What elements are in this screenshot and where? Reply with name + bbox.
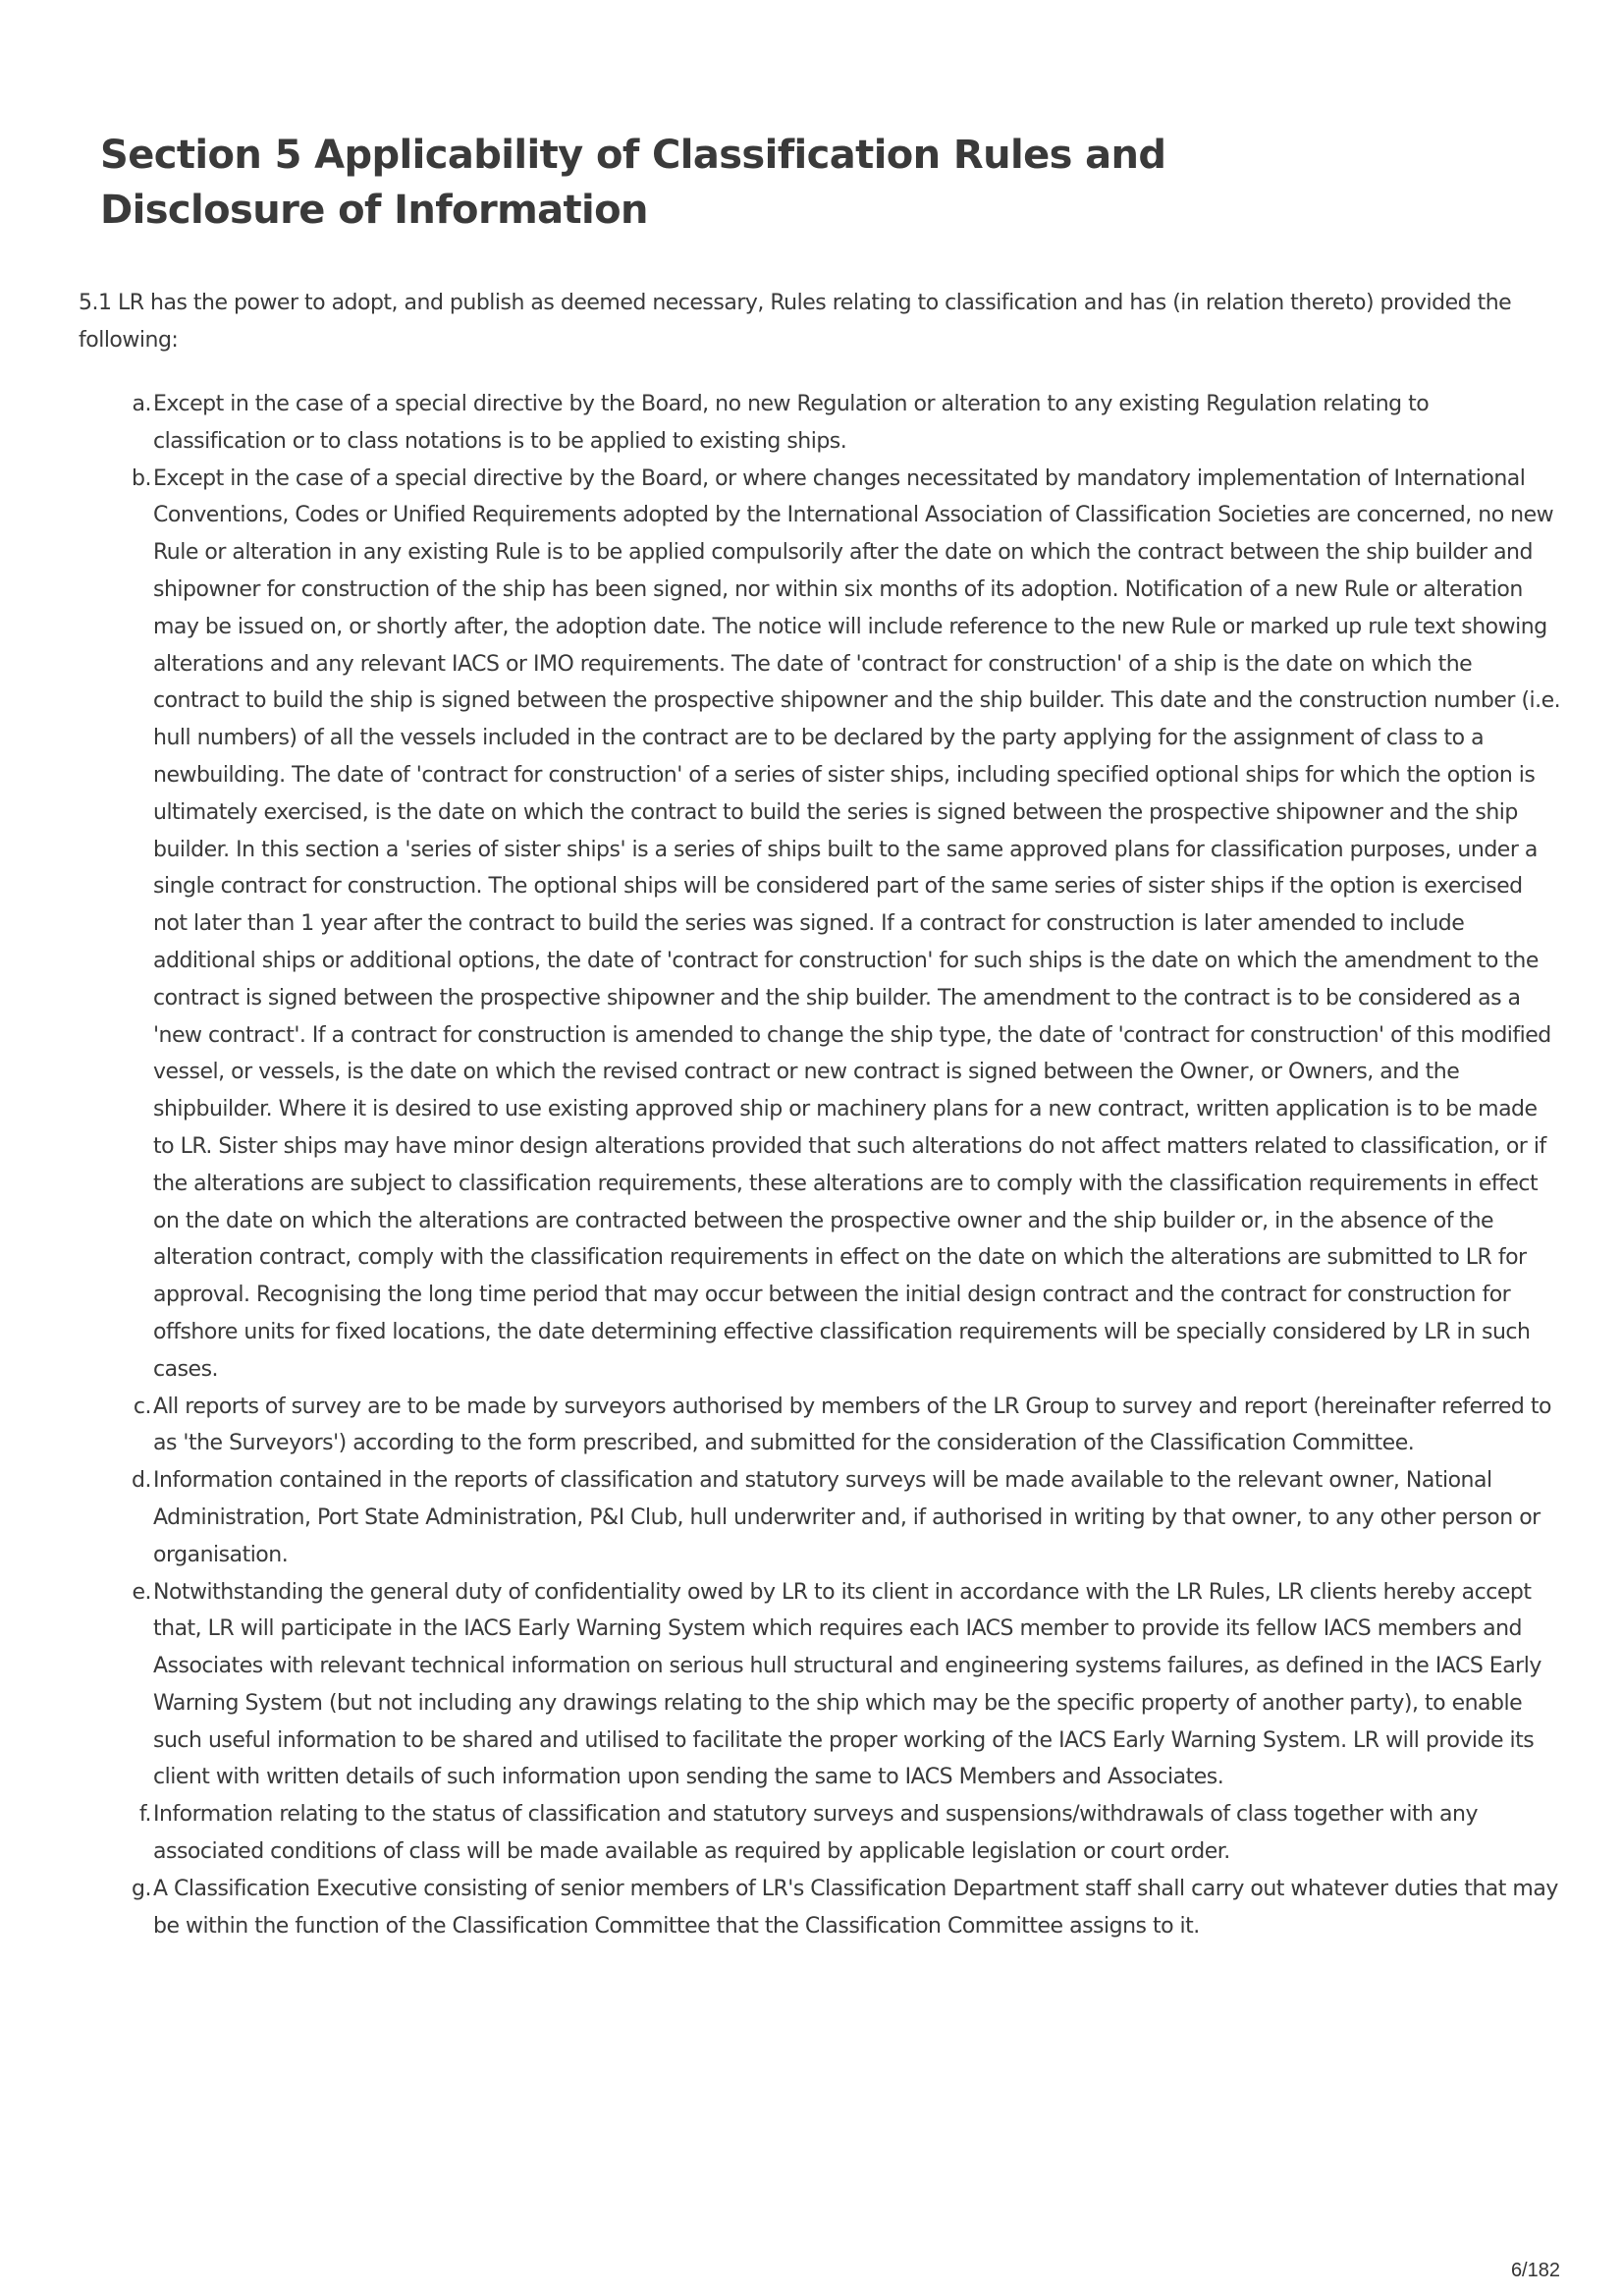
clause-marker: c. xyxy=(133,1394,151,1419)
clause-marker: a. xyxy=(132,392,151,416)
clause-marker: b. xyxy=(132,465,151,491)
section-title: Section 5 Applicability of Classification Rules and Disclosure of Information xyxy=(100,133,1166,233)
clause-text: Information relating to the status of classification and statutory surveys and suspensions/withdrawals of class together with any associated conditions of class will be made available as required by applicable legislation or court order. xyxy=(153,1802,1478,1865)
clause-a xyxy=(79,386,1561,461)
clause-marker: e. xyxy=(132,1579,151,1605)
clause-text: All reports of survey are to be made by surveyors authorised by members of the LR Group to survey and report (hereinafter referred to as 'the Surveyors') according to the form prescribed, and submitted for the consideration of the Classification Committee. xyxy=(153,1394,1551,1456)
clause-f xyxy=(79,1796,1561,1871)
clause-c xyxy=(79,1389,1561,1463)
clause-e xyxy=(79,1574,1561,1797)
clause-text: Except in the case of a special directive by the Board, or where changes necessitated by mandatory implementation of International Conventions, Codes or Unified Requirements adopted by the International Association of Classification Societies are concerned, no new Rule or alteration in any existing Rule is to be applied compulsorily after the date on which the contract between the ship builder and shipowner for construction of the ship has been signed, nor within six months of its adoption. Notification of a new Rule or alteration may be issued on, or shortly after, the adoption date. The notice will include reference to the new Rule or marked up rule text showing alterations and any relevant IACS or IMO requirements. The date of 'contract for construction' of a ship is the date on which the contract to build the ship is signed between the prospective shipowner and the ship builder. This date and the construction number (i.e. hull numbers) of all the vessels included in the contract are to be declared by the party applying for the assignment of class to a newbuilding. The date of 'contract for construction' of a series of sister ships, including specified optional ships for which the option is ultimately exercised, is the date on which the contract to build the series is signed between the prospective shipowner and the ship builder. In this section a 'series of sister ships' is a series of ships built to the same approved plans for classification purposes, under a single contract for construction. The optional ships will be considered part of the same series of sister ships if the option is exercised not later than 1 year after the contract to build the series was signed. If a contract for construction is later amended to include additional ships or additional options, the date of 'contract for construction' for such ships is the date on which the amendment to the contract is signed between the prospective shipowner and the ship builder. The amendment to the contract is to be considered as a 'new contract'. If a contract for construction is amended to change the ship type, the date of 'contract for construction' of this modified vessel, or vessels, is the date on which the revised contract or new contract is signed between the Owner, or Owners, and the shipbuilder. Where it is desired to use existing approved ship or machinery plans for a new contract, written application is to be made to LR. Sister ships may have minor design alterations provided that such alterations do not affect matters related to classification, or if the alterations are subject to classification requirements, these alterations are to comply with the classification requirements in effect on the date on which the alterations are contracted between the prospective owner and the ship builder or, in the absence of the alteration contract, comply with the classification requirements in effect on the date on which the alterations are submitted to LR for approval. Recognising the long time period that may occur between the initial design contract and the contract for construction for offshore units for fixed locations, the date determining effective classification requirements will be specially considered by LR in such cases. xyxy=(153,465,1561,1382)
clause-text: Except in the case of a special directive by the Board, no new Regulation or alteration to any existing Regulation relating to classification or to class notations is to be applied to existing ships. xyxy=(153,392,1430,454)
clause-list xyxy=(79,386,1561,1944)
clause-text: Notwithstanding the general duty of confidentiality owed by LR to its client in accordance with the LR Rules, LR clients hereby accept that, LR will participate in the IACS Early Warning System which requires each IACS member to provide its fellow IACS members and Associates with relevant technical information on serious hull structural and engineering systems failures, as defined in the IACS Early Warning System (but not including any drawings relating to the ship which may be the specific property of another party), to enable such useful information to be shared and utilised to facilitate the proper working of the IACS Early Warning System. LR will provide its client with written details of such information upon sending the same to IACS Members and Associates. xyxy=(153,1579,1541,1790)
clause-marker: d. xyxy=(132,1468,151,1494)
clause-marker: f. xyxy=(138,1802,151,1828)
clause-d xyxy=(79,1462,1561,1573)
clause-marker: g. xyxy=(132,1876,151,1901)
clause-g xyxy=(79,1871,1561,1945)
clause-b xyxy=(79,461,1561,1389)
clause-text: A Classification Executive consisting of senior members of LR's Classification Department staff shall carry out whatever duties that may be within the function of the Classification Committee that the Classification Committee assigns to it. xyxy=(153,1876,1558,1939)
clause-text: Information contained in the reports of classification and statutory surveys will be made available to the relevant owner, National Administration, Port State Administration, P&I Club, hull underwriter and, if authorised in writing by that owner, to any other person or organisation. xyxy=(153,1468,1541,1567)
intro-paragraph: 5.1 LR has the power to adopt, and publish as deemed necessary, Rules relating to classification and has (in relation thereto) provided the following: xyxy=(79,291,1512,353)
page-number: 6/182 xyxy=(1510,2260,1560,2281)
